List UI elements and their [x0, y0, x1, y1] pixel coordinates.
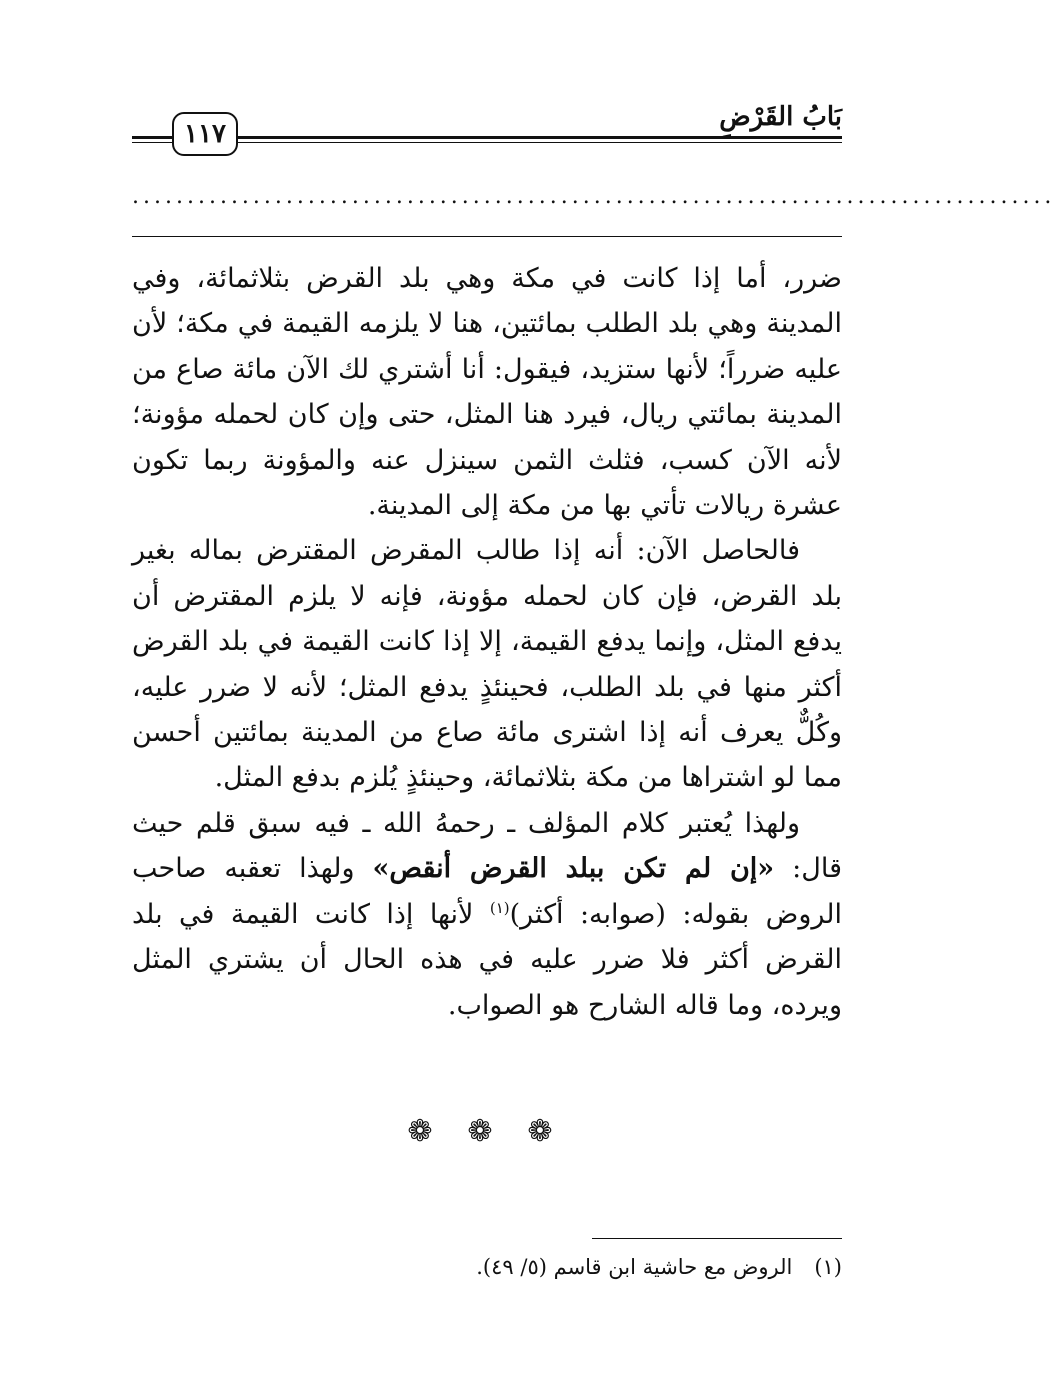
- quoted-text: «إن لم تكن ببلد القرض أنقص»: [372, 853, 775, 885]
- flower-ornament-icon: ❁: [527, 1114, 553, 1149]
- main-text: [132, 256, 842, 1028]
- flower-ornament-icon: ❁: [407, 1114, 433, 1149]
- footnote-reference[interactable]: (١): [489, 898, 510, 917]
- page-header: [132, 100, 842, 156]
- footnote-text: الروض مع حاشية ابن قاسم (٥/ ٤٩).: [476, 1255, 793, 1279]
- footnote-number: (١): [814, 1255, 842, 1279]
- section-separator: [400, 1112, 560, 1152]
- header-rule-thin: [132, 142, 842, 143]
- page-number: ١١٧: [172, 112, 238, 156]
- header-rule-thick: [132, 136, 842, 139]
- footnote-rule: [592, 1238, 842, 1239]
- paragraph-1: ضرر، أما إذا كانت في مكة وهي بلد القرض بثلاثمائة، وفي المدينة وهي بلد الطلب بمائتين، هنا لا يلزمه القيمة في مكة؛ لأن عليه ضرراً؛ لأنها ستزيد، فيقول: أنا أشتري لك الآن مائة صاع من المدينة بمائتي ريال، فيرد هنا المثل، حتى وإن كان لحمله مؤونة؛ لأنه الآن كسب، فثلث الثمن سينزل عنه والمؤونة ربما تكون عشرة ريالات تأتي بها من مكة إلى المدينة.: [132, 263, 842, 522]
- footnote: [242, 1250, 842, 1284]
- dotted-divider: ....................................................................................: [132, 184, 1055, 209]
- chapter-title: بَابُ القَرْضِ: [711, 102, 842, 132]
- paragraph-3: [132, 801, 842, 1028]
- paragraph-3-part3: لأنها إذا كانت القيمة في بلد القرض أكثر فلا ضرر عليه في هذه الحال أن يشتري المثل ويرده، وما قاله الشارح هو الصواب.: [132, 898, 842, 1021]
- paragraph-2: فالحاصل الآن: أنه إذا طالب المقرض المقترض بماله بغير بلد القرض، فإن كان لحمله مؤونة، فإنه لا يلزم المقترض أن يدفع المثل، وإنما يدفع القيمة، إلا إذا كانت القيمة في بلد القرض أكثر منها في بلد الطلب، فحينئذٍ يدفع المثل؛ لأنه لا ضرر عليه، وكُلٌّ يعرف أنه إذا اشترى مائة صاع من المدينة بمائتين أحسن مما لو اشتراها من مكة بثلاثمائة، وحينئذٍ يُلزم بدفع المثل.: [132, 535, 842, 794]
- paragraph-3-part1: ولهذا يُعتبر كلام المؤلف ـ رحمهُ الله ـ فيه سبق قلم حيث قال:: [132, 807, 842, 885]
- text-top-rule: [132, 236, 842, 237]
- paragraph-3-part2: ولهذا تعقبه صاحب الروض بقوله: (صوابه: أكثر): [132, 853, 842, 930]
- flower-ornament-icon: ❁: [467, 1114, 493, 1149]
